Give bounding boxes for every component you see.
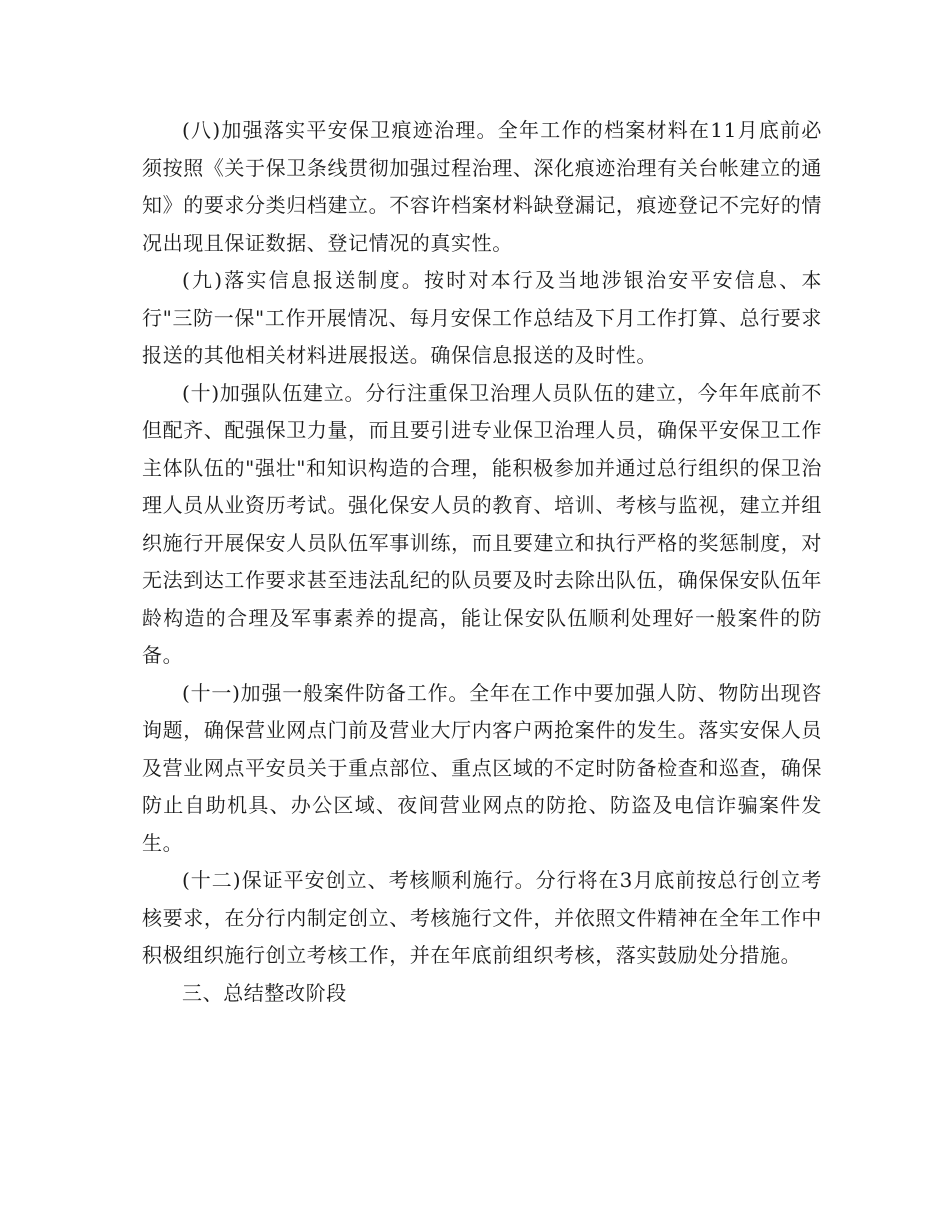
paragraph-8: (八)加强落实平安保卫痕迹治理。全年工作的档案材料在11月底前必须按照《关于保卫条线贯彻加强过程治理、深化痕迹治理有关台帐建立的通知》的要求分类归档建立。不容许档案材料缺登漏记，痕迹登记不完好的情况出现且保证数据、登记情况的真实性。 <box>142 118 822 255</box>
paragraph-9: (九)落实信息报送制度。按时对本行及当地涉银治安平安信息、本行"三防一保"工作开展情况、每月安保工作总结及下月工作打算、总行要求报送的其他相关材料进展报送。确保信息报送的及时性。 <box>142 268 822 367</box>
paragraph-11: (十一)加强一般案件防备工作。全年在工作中要加强人防、物防出现咨询题，确保营业网点门前及营业大厅内客户两抢案件的发生。落实安保人员及营业网点平安员关于重点部位、重点区域的不定时防备检查和巡查，确保防止自助机具、办公区域、夜间营业网点的防抢、防盗及电信诈骗案件发生。 <box>142 680 822 855</box>
document-body <box>142 112 822 1012</box>
section-heading: 三、总结整改阶段 <box>182 980 347 1005</box>
paragraph-12: (十二)保证平安创立、考核顺利施行。分行将在3月底前按总行创立考核要求，在分行内制定创立、考核施行文件，并依照文件精神在全年工作中积极组织施行创立考核工作，并在年底前组织考核，落实鼓励处分措施。 <box>142 868 822 967</box>
paragraph-10: (十)加强队伍建立。分行注重保卫治理人员队伍的建立，今年年底前不但配齐、配强保卫力量，而且要引进专业保卫治理人员，确保平安保卫工作主体队伍的"强壮"和知识构造的合理，能积极参加并通过总行组织的保卫治理人员从业资历考试。强化保安人员的教育、培训、考核与监视，建立并组织施行开展保安人员队伍军事训练，而且要建立和执行严格的奖惩制度，对无法到达工作要求甚至违法乱纪的队员要及时去除出队伍，确保保安队伍年龄构造的合理及军事素养的提高，能让保安队伍顺利处理好一般案件的防备。 <box>142 380 822 667</box>
